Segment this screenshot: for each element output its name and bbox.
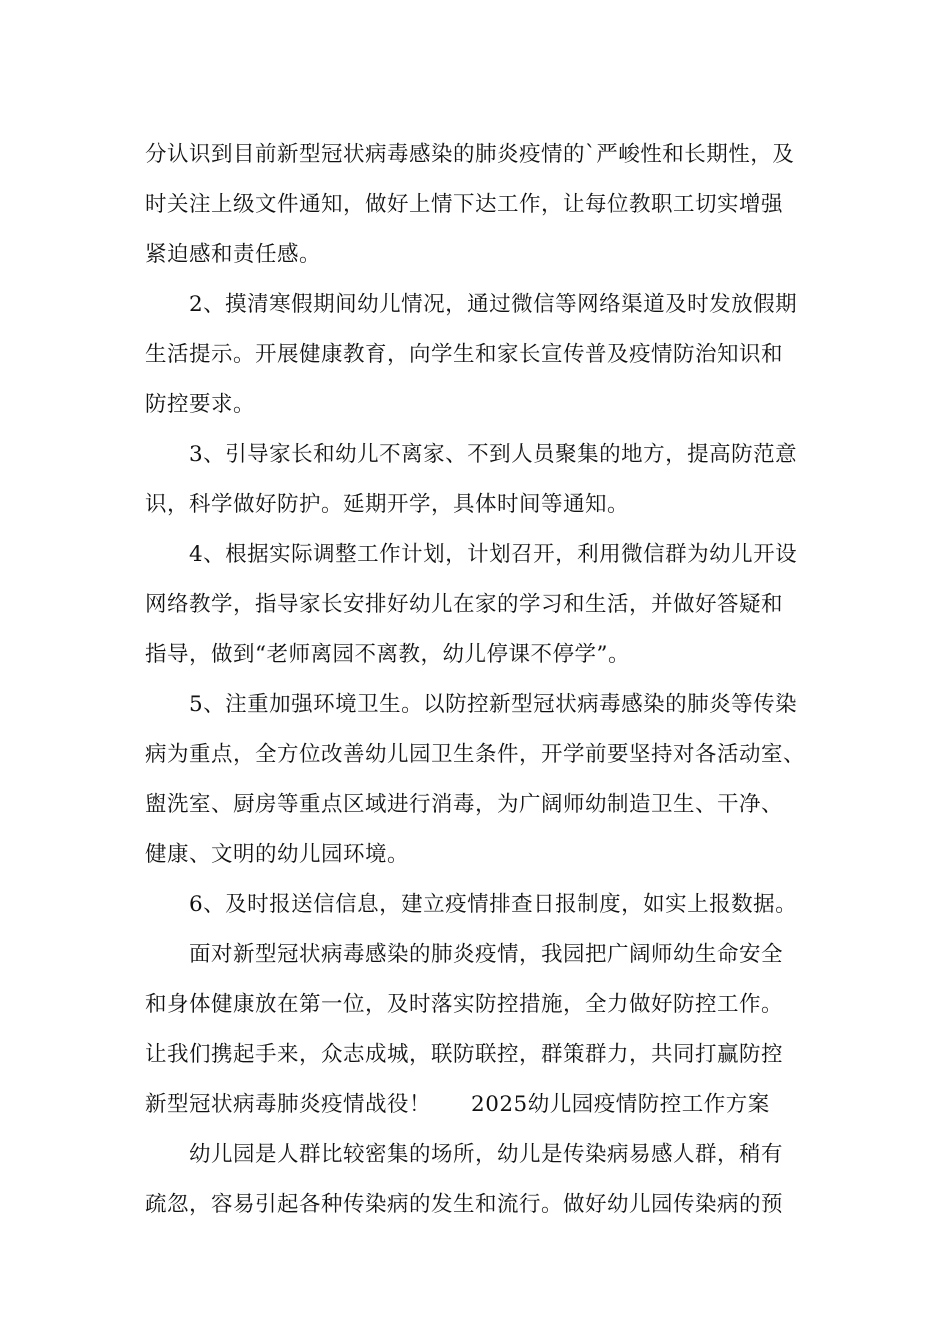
text-line-with-heading xyxy=(145,1080,825,1130)
text-line: 网络教学，指导家长安排好幼儿在家的学习和生活，并做好答疑和 xyxy=(145,592,784,617)
document-body xyxy=(145,130,825,1230)
text-line: 6、及时报送信信息，建立疫情排查日报制度，如实上报数据。 xyxy=(189,892,798,917)
text-line: 盥洗室、厨房等重点区域进行消毒，为广阔师幼制造卫生、干净、 xyxy=(145,792,784,817)
text-line: 指导，做到“老师离园不离教，幼儿停课不停学”。 xyxy=(145,642,630,667)
text-line: 面对新型冠状病毒感染的肺炎疫情，我园把广阔师幼生命安全 xyxy=(189,942,784,967)
text-line: 和身体健康放在第一位，及时落实防控措施，全力做好防控工作。 xyxy=(145,992,784,1017)
text-line: 防控要求。 xyxy=(145,392,256,417)
text-line: 2、摸清寒假期间幼儿情况，通过微信等网络渠道及时发放假期 xyxy=(189,292,798,317)
text-line: 紧迫感和责任感。 xyxy=(145,242,322,267)
text-line: 让我们携起手来，众志成城，联防联控，群策群力，共同打赢防控 xyxy=(145,1042,784,1067)
text-line: 分认识到目前新型冠状病毒感染的肺炎疫情的`严峻性和长期性，及 xyxy=(145,142,795,167)
text-line: 幼儿园是人群比较密集的场所，幼儿是传染病易感人群，稍有 xyxy=(189,1142,784,1167)
inline-heading: 2025幼儿园疫情防控工作方案 xyxy=(471,1092,770,1117)
text-line: 病为重点，全方位改善幼儿园卫生条件，开学前要坚持对各活动室、 xyxy=(145,742,806,767)
text-line: 3、引导家长和幼儿不离家、不到人员聚集的地方，提高防范意 xyxy=(189,442,798,467)
text-line: 4、根据实际调整工作计划，计划召开，利用微信群为幼儿开设 xyxy=(189,542,798,567)
text-line: 新型冠状病毒肺炎疫情战役！ xyxy=(145,1092,432,1117)
text-line: 健康、文明的幼儿园环境。 xyxy=(145,842,410,867)
text-line: 疏忽，容易引起各种传染病的发生和流行。做好幼儿园传染病的预 xyxy=(145,1192,784,1217)
text-line: 时关注上级文件通知，做好上情下达工作，让每位教职工切实增强 xyxy=(145,192,784,217)
text-line: 识，科学做好防护。延期开学，具体时间等通知。 xyxy=(145,492,630,517)
text-line: 5、注重加强环境卫生。以防控新型冠状病毒感染的肺炎等传染 xyxy=(189,692,798,717)
text-line: 生活提示。开展健康教育，向学生和家长宣传普及疫情防治知识和 xyxy=(145,342,784,367)
